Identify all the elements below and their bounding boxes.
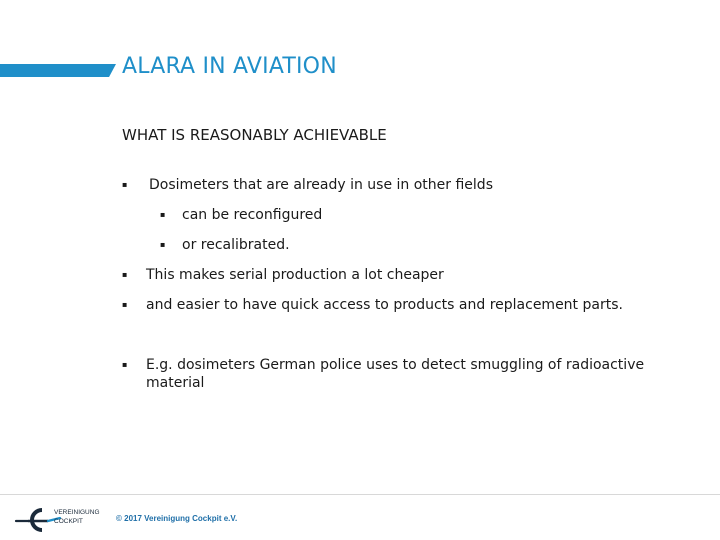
logo-text-line1: VEREINIGUNG	[54, 509, 100, 516]
sub-bullet-item	[160, 206, 322, 224]
slide-title: ALARA IN AVIATION	[122, 54, 337, 79]
sub-bullet-item	[160, 236, 290, 254]
bullet-item	[122, 176, 493, 194]
title-accent-bar	[0, 64, 116, 77]
bullet-marker-icon: ▪	[122, 180, 128, 189]
bullet-marker-icon: ▪	[122, 300, 128, 309]
bullet-text: This makes serial production a lot cheaper	[146, 267, 444, 283]
bullet-item	[122, 266, 444, 284]
vereinigung-cockpit-logo	[14, 504, 106, 532]
bullet-item	[122, 356, 682, 392]
copyright-text: © 2017 Vereinigung Cockpit e.V.	[116, 514, 238, 523]
bullet-marker-icon: ▪	[122, 360, 128, 369]
bullet-item	[122, 296, 623, 314]
bullet-text: Dosimeters that are already in use in other fields	[149, 177, 493, 193]
bullet-text: E.g. dosimeters German police uses to detect smuggling of radioactive material	[146, 357, 645, 391]
slide-subtitle: WHAT IS REASONABLY ACHIEVABLE	[122, 126, 387, 144]
bullet-marker-icon: ▪	[122, 270, 128, 279]
bullet-text: and easier to have quick access to products and replacement parts.	[146, 297, 623, 313]
bullet-marker-icon: ▪	[160, 210, 166, 219]
bullet-text: or recalibrated.	[182, 237, 290, 253]
logo-text-line2: COCKPIT	[54, 518, 83, 525]
footer-divider	[0, 494, 720, 495]
bullet-marker-icon: ▪	[160, 240, 166, 249]
bullet-text: can be reconfigured	[182, 207, 323, 223]
